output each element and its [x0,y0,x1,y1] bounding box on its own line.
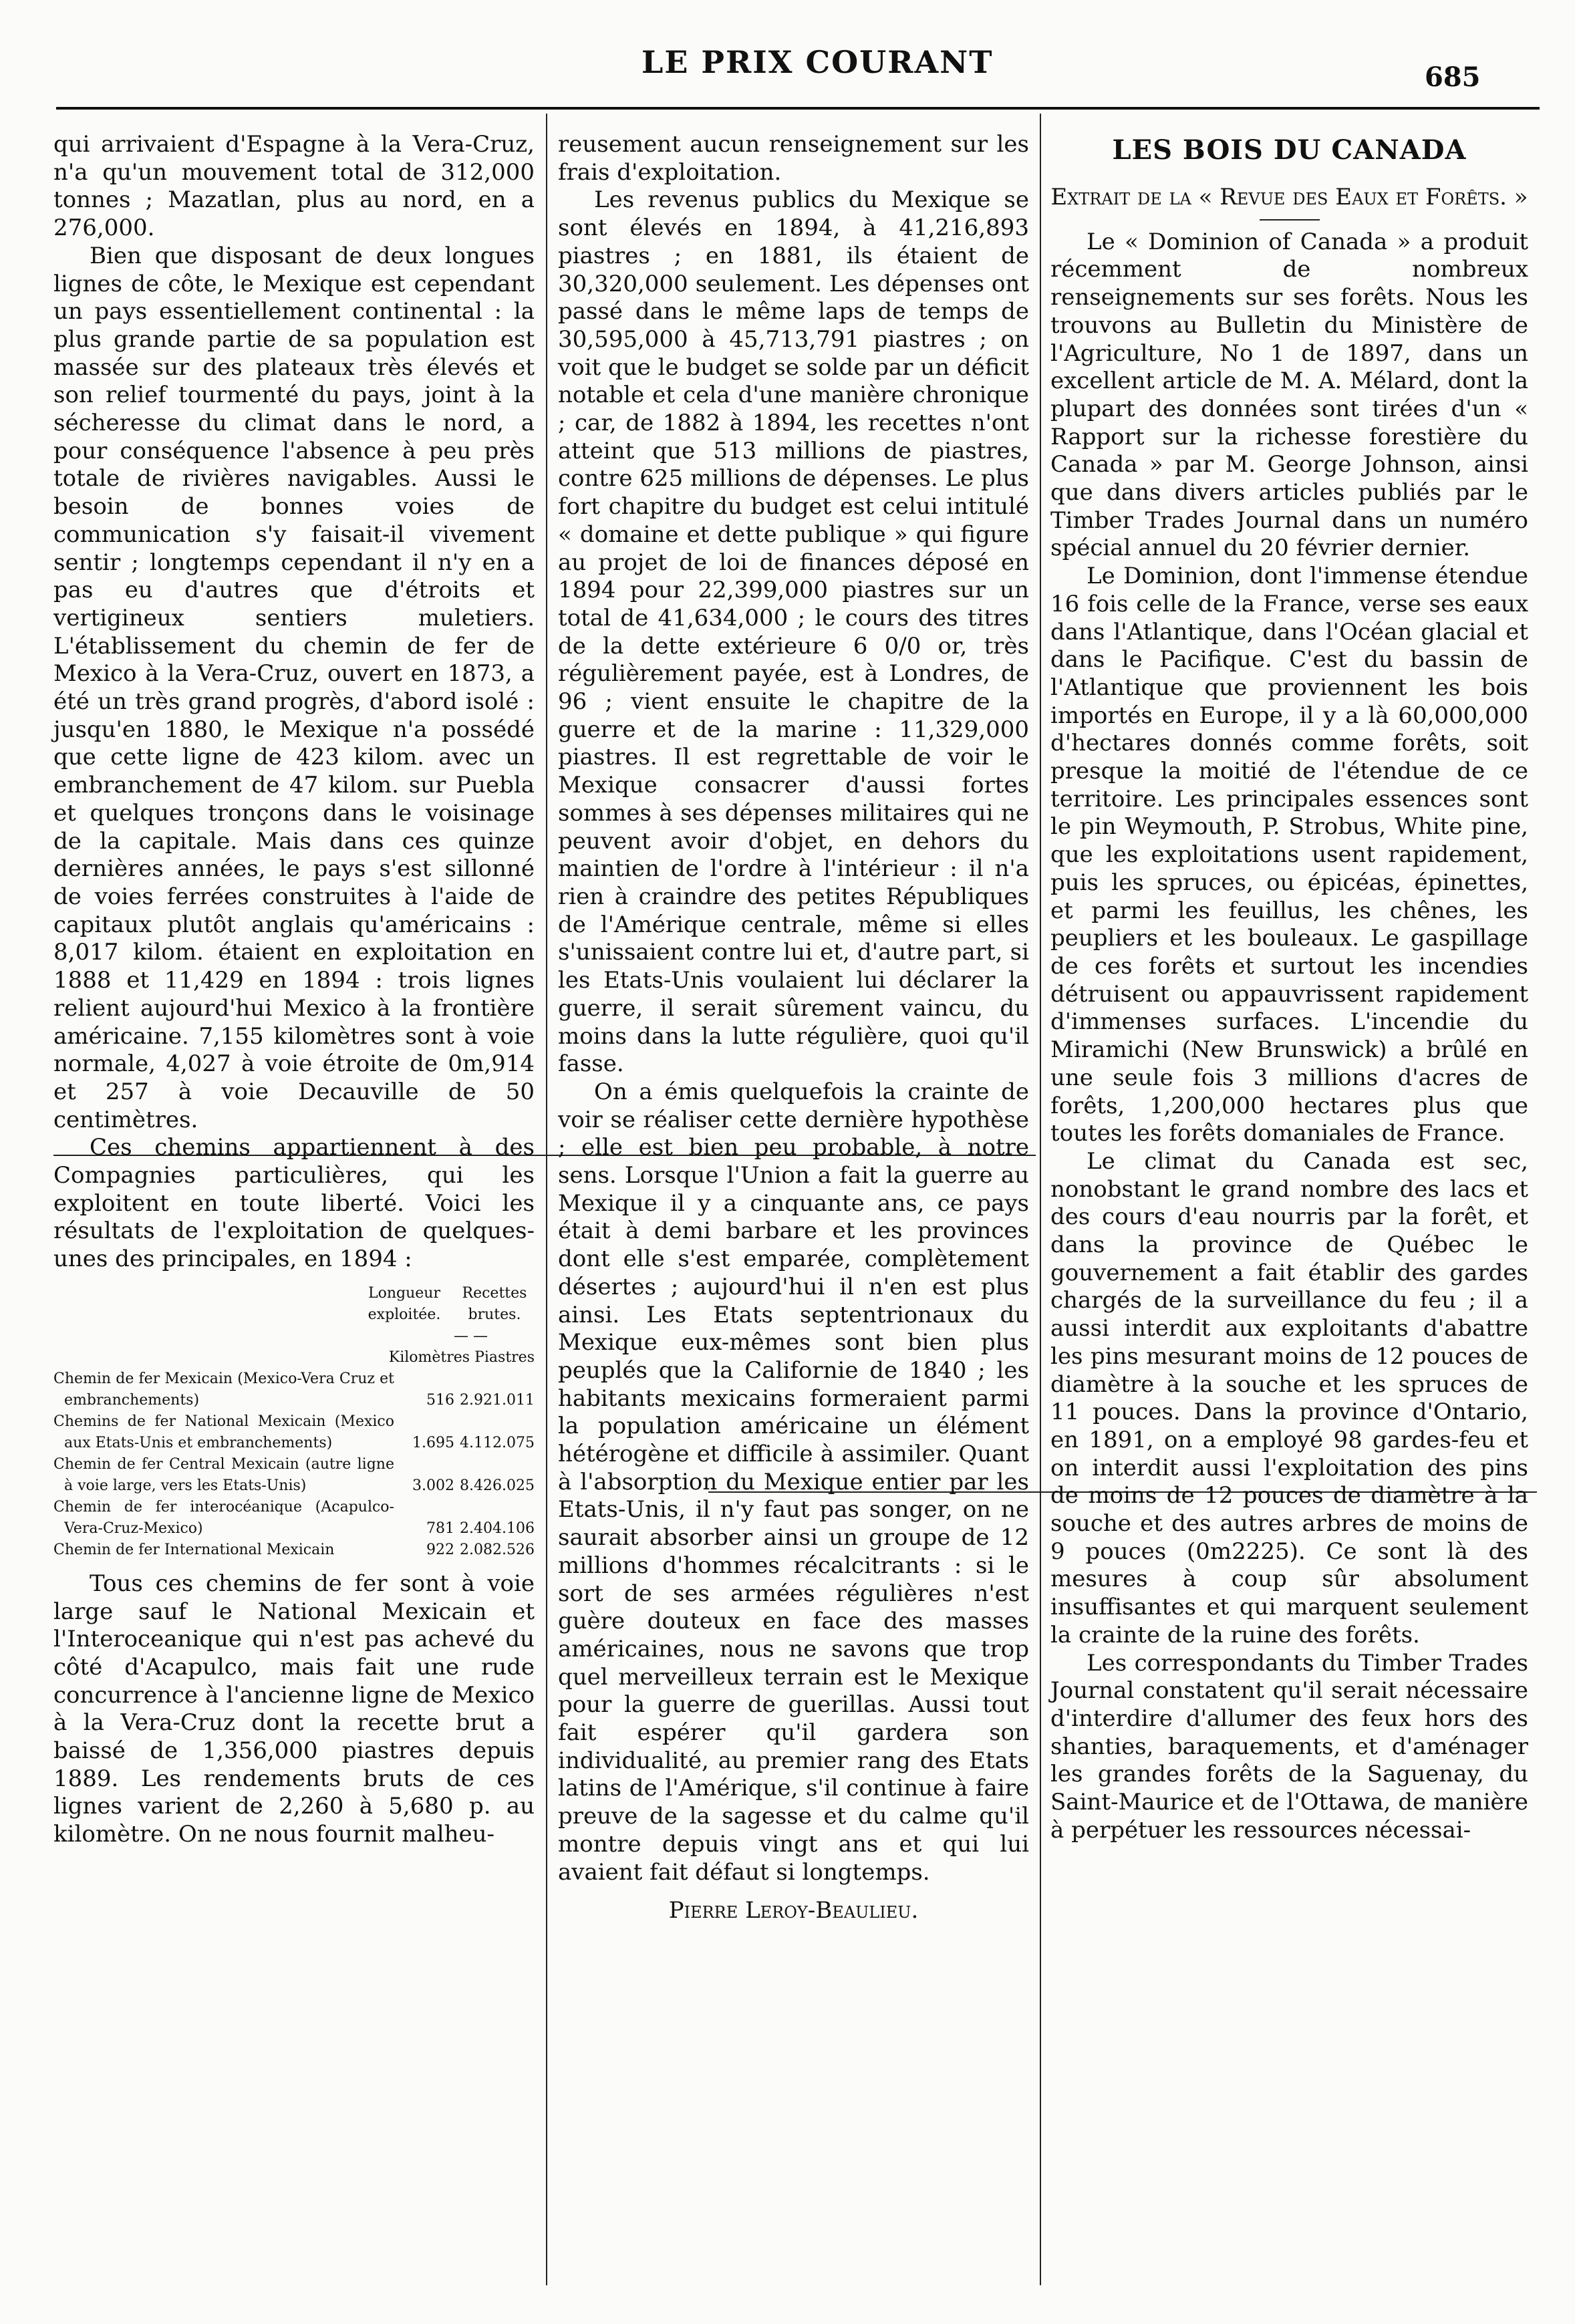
paragraph: Bien que disposant de deux longues lignes de côte, le Mexique est cependant un pays essentiellement continental : la plus grande partie de sa population est massée sur des plateaux très élevés et son relief tourmenté du pays, joint à la sécheresse du climat dans le nord, a pour conséquence l'absence à peu près totale de rivières navigables. Aussi le besoin de bonnes voies de communication s'y faisait-il vivement sentir ; longtemps cependant il n'y en a pas eu d'autres que d'étroits et vertigineux sentiers muletiers. L'établissement du chemin de fer de Mexico à la Vera-Cruz, ouvert en 1873, a été un très grand progrès, d'abord isolé : jusqu'en 1880, le Mexique n'a possédé que cette ligne de 423 kilom. avec un embranchement de 47 kilom. sur Puebla et quelques tronçons dans le voisinage de la capitale. Mais dans ces quinze dernières années, le pays s'est sillonné de voies ferrées construites à l'aide de capitaux plutôt anglais qu'américains : 8,017 kilom. étaient en exploitation en 1888 et 11,429 en 1894 : trois lignes relient aujourd'hui Mexico à la frontière américaine. 7,155 kilomètres sont à voie normale, 4,027 à voie étroite de 0m,914 et 257 à voie Decauville de 50 centimètres. [53,242,535,1133]
paragraph: Tous ces chemins de fer sont à voie large sauf le National Mexicain et l'Interoceanique qui n'est pas achevé du côté d'Acapulco, mais fait une rude concurrence à l'ancienne ligne de Mexico à la Vera-Cruz dont la recette brut a baissé de 1,356,000 piastres depuis 1889. Les rendements bruts de ces lignes varient de 2,260 à 5,680 p. au kilomètre. On ne nous fournit malheu- [53,1570,535,1848]
table-row [53,1540,535,1561]
table-row [53,1411,535,1454]
page-number: 685 [1425,61,1481,93]
paragraph: Le climat du Canada est sec, nonobstant le grand nombre des lacs et des cours d'eau nourris par la forêt, et dans la province de Québec le gouvernement a fait établir des gardes chargés de la surveillance du feu ; il a aussi interdit aux exploitants d'abattre les pins mesurant moins de 12 pouces de diamètre à la souche et les spruces de 11 pouces. Dans la province d'Ontario, en 1891, on a employé 98 gardes-feu et on interdit aussi l'exploitation des pins de moins de 12 pouces de diamètre à la souche et des autres arbres de moins de 9 pouces (0m2225). Ce sont là des mesures à coup sûr absolument insuffisantes et qui marquent seulement la crainte de la ruine des forêts. [1050,1147,1528,1648]
row-label: Chemin de fer interocéanique (Acapulco-Vera-Cruz-Mexico) [53,1498,394,1537]
author-signature: Pierre Leroy-Beaulieu. [668,1897,919,1924]
railway-results-table [53,1283,535,1561]
row-receipts: 8.426.025 [460,1477,535,1494]
title-rule [1260,219,1320,221]
table-dashes: — — [454,1327,488,1344]
article-subtitle: Extrait de la « Revue des Eaux et Forêts. » [1050,183,1528,210]
row-label: Chemin de fer Central Mexicain (autre ligne à voie large, vers les Etats-Unis) [53,1455,394,1494]
column-2 [558,131,1029,1925]
row-length: 781 [426,1519,454,1537]
row-length: 516 [426,1391,454,1409]
paragraph: qui arrivaient d'Espagne à la Vera-Cruz, n'a qu'un mouvement total de 312,000 tonnes ; Mazatlan, plus au nord, en a 276,000. [53,131,535,242]
paragraph: On a émis quelquefois la crainte de voir se réaliser cette dernière hypothèse ; elle est bien peu probable, à notre sens. Lorsque l'Union a fait la guerre au Mexique il y a cinquante ans, ce pays était à demi barbare et les provinces dont elle s'est emparée, complètement désertes ; aujourd'hui il n'en est plus ainsi. Les Etats septentrionaux du Mexique eux-mêmes sont bien plus peuplés que la Californie de 1840 ; les habitants mexicains formeraient parmi la population américaine un élément hétérogène et difficile à assimiler. Quant à l'absorption du Mexique entier par les Etats-Unis, il n'y faut pas songer, on ne saurait absorber ainsi un groupe de 12 millions d'hommes récalcitrants : si le sort de ses armées régulières n'est guère douteux en face des masses américaines, nous ne savons que trop quel merveilleux terrain est le Mexique pour la guerre de guerillas. Aussi tout fait espérer qu'il gardera son individualité, au premier rang des Etats latins de l'Amérique, s'il continue à faire preuve de la sagesse et du calme qu'il montre depuis vingt ans et qui lui avaient fait défaut si longtemps. [558,1078,1029,1886]
table-row [53,1454,535,1497]
row-label: Chemin de fer Mexicain (Mexico-Vera Cruz et embranchements) [53,1370,394,1409]
column-3 [1050,131,1528,1844]
row-receipts: 2.404.106 [460,1519,535,1537]
column-rule-right [1040,114,1041,2285]
paragraph: Les revenus publics du Mexique se sont élevés en 1894, à 41,216,893 piastres ; en 1881, ils étaient de 30,320,000 seulement. Les dépenses ont passé dans le même laps de temps de 30,595,000 à 45,713,791 piastres ; on voit que le budget se solde par un déficit notable et cela d'une manière chronique ; car, de 1882 à 1894, les recettes n'ont atteint que 513 millions de piastres, contre 625 millions de dépenses. Le plus fort chapitre du budget est celui intitulé « domaine et dette publique » qui figure au projet de loi de finances déposé en 1894 pour 22,399,000 piastres sur un total de 41,634,000 ; le cours des titres de la dette extérieure 6 0/0 or, très régulièrement payée, est à Londres, de 96 ; vient ensuite le chapitre de la guerre et de la marine : 11,329,000 piastres. Il est regrettable de voir le Mexique consacrer d'aussi fortes sommes à ses dépenses militaires qui ne peuvent avoir d'objet, en dehors du maintien de l'ordre à l'intérieur : il n'a rien à craindre des petites Républiques de l'Amérique centrale, même si elles s'unissaient contre lui et, d'autre part, si les Etats-Unis voulaient lui déclarer la guerre, il serait sûrement vaincu, du moins dans la lutte régulière, quoi qu'il fasse. [558,186,1029,1078]
column-header-length: Longueur exploitée. [368,1284,441,1323]
paragraph: Les correspondants du Timber Trades Journal constatent qu'il serait nécessaire d'interdire d'allumer des feux hors des shanties, baraquements, et d'aménager les grandes forêts de la Saguenay, du Saint-Maurice et de l'Ottawa, de manière à perpétuer les ressources nécessai- [1050,1649,1528,1844]
row-receipts: 4.112.075 [460,1434,535,1451]
table-row [53,1497,535,1540]
running-head-title: LE PRIX COURANT [641,44,994,80]
column-1 [53,131,535,1849]
row-label: Chemin de fer International Mexicain [53,1541,335,1558]
header-rule [56,107,1540,110]
table-units: Kilomètres Piastres [388,1348,535,1366]
paragraph: Le « Dominion of Canada » a produit récemment de nombreux renseignements sur ses forêts. Nous les trouvons au Bulletin du Ministère de l'Agriculture, No 1 de 1897, dans un excellent article de M. A. Mélard, dont la plupart des données sont tirées d'un « Rapport sur la richesse forestière du Canada » par M. George Johnson, ainsi que dans divers articles publiés par le Timber Trades Journal dans un numéro spécial annuel du 20 février dernier. [1050,228,1528,562]
row-label: Chemins de fer National Mexicain (Mexico aux Etats-Unis et embranchements) [53,1413,394,1451]
row-length: 3.002 [412,1477,454,1494]
column-rule-left [546,114,547,2285]
paragraph: reusement aucun renseignement sur les frais d'exploitation. [558,131,1029,186]
row-receipts: 2.921.011 [460,1391,535,1409]
column-header-receipts: Recettes brutes. [462,1284,527,1323]
table-header [53,1283,535,1326]
table-row [53,1368,535,1411]
row-length: 922 [426,1541,454,1558]
paragraph: Ces chemins appartiennent à des Compagnies particulières, qui les exploitent en toute liberté. Voici les résultats de l'exploitation de quelques-unes des principales, en 1894 : [53,1134,535,1273]
row-length: 1.695 [412,1434,454,1451]
row-receipts: 2.082.526 [460,1541,535,1558]
paragraph: Le Dominion, dont l'immense étendue 16 fois celle de la France, verse ses eaux dans l'Atlantique, dans l'Océan glacial et dans le Pacifique. C'est du bassin de l'Atlantique que proviennent les bois importés en Europe, il y a là 60,000,000 d'hectares donnés comme forêts, soit presque la moitié de l'étendue de ce territoire. Les principales essences sont le pin Weymouth, P. Strobus, White pine, que les exploitations usent rapidement, puis les spruces, ou épicéas, épinettes, et parmi les feuillus, les chênes, les peupliers et les bouleaux. Le gaspillage de ces forêts et surtout les incendies détruisent ou appauvrissent rapidement d'immenses surfaces. L'incendie du Miramichi (New Brunswick) a brûlé en une seule fois 3 millions d'acres de forêts, 1,200,000 hectares plus que toutes les forêts domaniales de France. [1050,563,1528,1147]
article-title: LES BOIS DU CANADA [1112,134,1467,166]
